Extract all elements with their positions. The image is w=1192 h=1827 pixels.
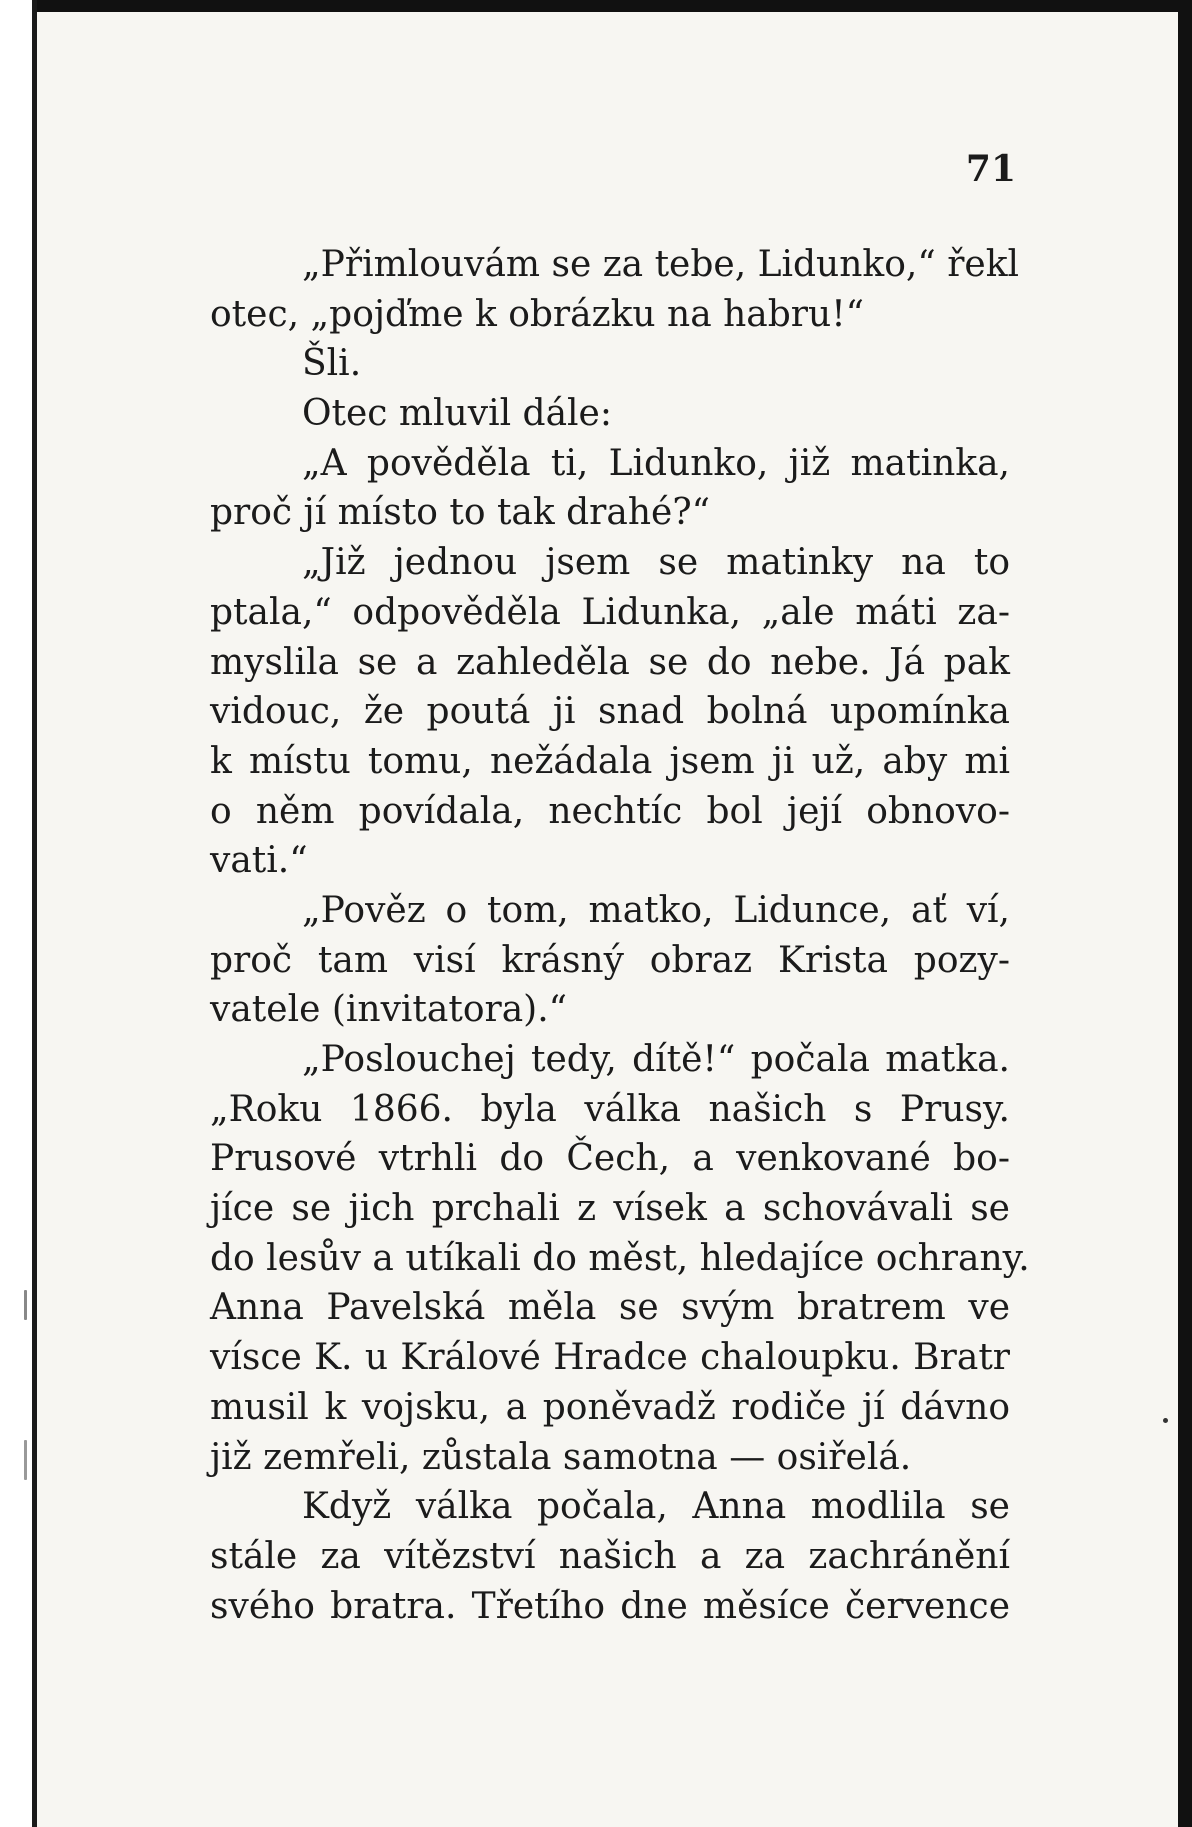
text-line: Otec mluvil dále: bbox=[302, 393, 612, 435]
text-line: stále za vítězství našich a za zachránění bbox=[210, 1535, 1010, 1577]
scan-right-border bbox=[1178, 0, 1192, 1827]
text-line: vidouc, že poutá ji snad bolná upomínka bbox=[210, 691, 1010, 733]
scan-speck bbox=[24, 1290, 27, 1320]
body-text bbox=[210, 240, 1030, 1631]
text-line: myslila se a zahleděla se do nebe. Já pak bbox=[210, 641, 1010, 683]
scan-speck bbox=[24, 1440, 27, 1480]
text-line: „Poslouchej tedy, dítě!“ počala matka. bbox=[302, 1039, 1010, 1080]
scan-speck bbox=[1163, 1418, 1168, 1423]
text-line: do lesův a utíkali do měst, hledajíce ochrany. bbox=[210, 1237, 1030, 1279]
text-line: vísce K. u Králové Hradce chaloupku. Bratr bbox=[210, 1337, 1010, 1379]
text-line: již zemřeli, zůstala samotna — osiřelá. bbox=[210, 1436, 912, 1478]
text-line: proč tam visí krásný obraz Krista pozy- bbox=[210, 939, 1010, 981]
text-line: „Přimlouvám se za tebe, Lidunko,“ řekl bbox=[302, 244, 1020, 285]
text-line: Prusové vtrhli do Čech, a venkované bo- bbox=[210, 1138, 1010, 1180]
text-line: „Roku 1866. byla válka našich s Prusy. bbox=[210, 1088, 1010, 1130]
text-line: k místu tomu, nežádala jsem ji už, aby mi bbox=[210, 740, 1010, 782]
text-line: ptala,“ odpověděla Lidunka, „ale máti za- bbox=[210, 591, 1010, 633]
text-line: svého bratra. Třetího dne měsíce července bbox=[210, 1585, 1010, 1627]
text-line: jíce se jich prchali z vísek a schovávali se bbox=[210, 1188, 1010, 1230]
text-line: „Pověz o tom, matko, Lidunce, ať ví, bbox=[302, 889, 1010, 931]
text-line: proč jí místo to tak drahé?“ bbox=[210, 492, 711, 534]
scan-top-border bbox=[0, 0, 1192, 12]
text-line: „Již jednou jsem se matinky na to bbox=[302, 542, 1010, 584]
text-line: vati.“ bbox=[210, 840, 308, 882]
scan-left-margin bbox=[0, 0, 37, 1827]
text-line: Když válka počala, Anna modlila se bbox=[302, 1486, 1010, 1528]
text-line: otec, „pojďme k obrázku na habru!“ bbox=[210, 293, 865, 335]
text-line: o něm povídala, nechtíc bol její obnovo- bbox=[210, 790, 1010, 832]
text-line: musil k vojsku, a poněvadž rodiče jí dávno bbox=[210, 1386, 1010, 1428]
text-line: Šli. bbox=[302, 343, 362, 385]
text-line: „A pověděla ti, Lidunko, již matinka, bbox=[302, 442, 1010, 484]
page-number: 71 bbox=[965, 148, 1016, 190]
text-line: Anna Pavelská měla se svým bratrem ve bbox=[210, 1287, 1010, 1329]
text-line: vatele (invitatora).“ bbox=[210, 989, 568, 1031]
